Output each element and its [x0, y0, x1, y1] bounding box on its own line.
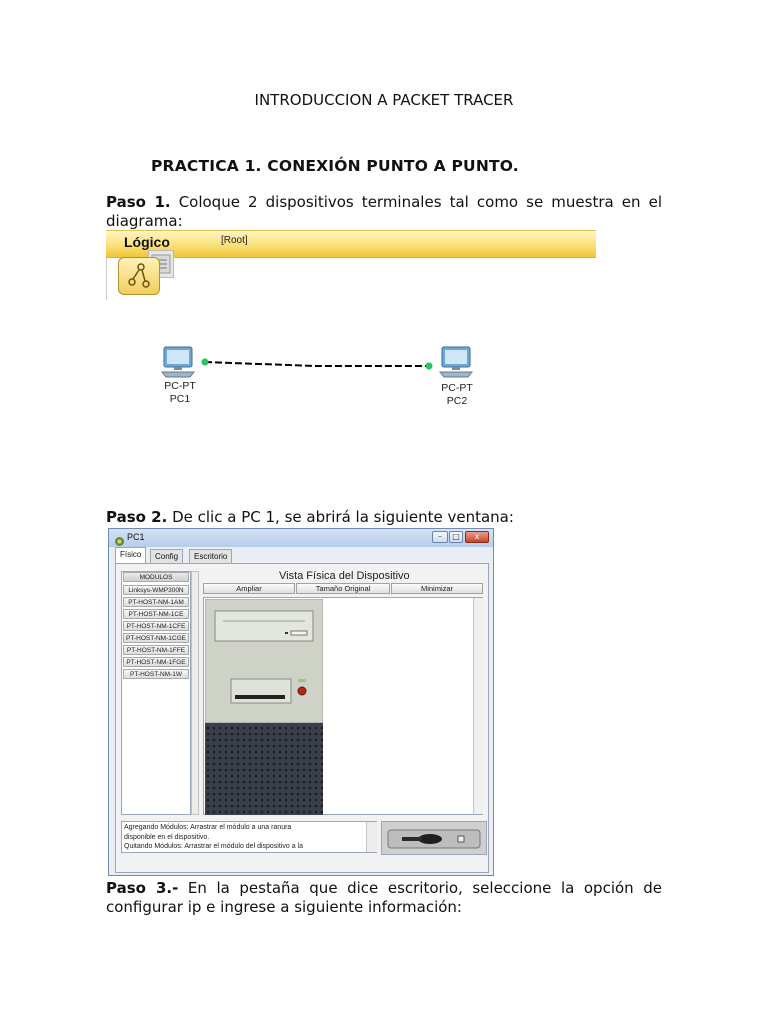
pc1-icon[interactable] [160, 346, 196, 378]
tab-fisico[interactable]: Físico [115, 547, 146, 564]
step-1-text-cont: diagrama: [106, 212, 183, 230]
pc2-icon[interactable] [438, 346, 474, 378]
pc2-model-label: PC-PT [441, 382, 473, 394]
step-3-paragraph [106, 879, 662, 917]
physical-view-scrollbar[interactable] [473, 598, 483, 814]
step-1-label: Paso 1. [106, 193, 171, 211]
module-item[interactable]: PT-HOST-NM-1AM [123, 597, 189, 607]
root-label[interactable]: [Root] [221, 235, 248, 246]
module-item[interactable]: PT-HOST-NM-1FGE [123, 657, 189, 667]
module-item[interactable]: PT-HOST-NM-1CGE [123, 633, 189, 643]
tab-escritorio[interactable]: Escritorio [189, 549, 232, 563]
link-cable[interactable] [195, 356, 445, 372]
logical-view-icon[interactable] [118, 257, 160, 295]
practice-title: PRACTICA 1. CONEXIÓN PUNTO A PUNTO. [151, 157, 519, 175]
modules-scrollbar[interactable] [191, 571, 199, 815]
minimize-button[interactable]: – [432, 531, 448, 543]
help-line: disponible en el dispositivo. [124, 833, 210, 841]
step-2-paragraph [106, 508, 662, 527]
module-item[interactable]: PT-HOST-NM-1CE [123, 609, 189, 619]
document-title: INTRODUCCION A PACKET TRACER [254, 91, 514, 109]
pc-tower-image [205, 599, 323, 815]
help-line: Agregando Módulos: Arrastrar el módulo a una ranura [124, 824, 292, 831]
help-line: Quitando Módulos: Arrastrar el módulo del dispositivo a la [124, 843, 303, 850]
step-1-text: Coloque 2 dispositivos terminales tal como se muestra en el [178, 193, 662, 211]
step-1-paragraph [106, 193, 662, 231]
step-2-text: De clic a PC 1, se abrirá la siguiente ventana: [172, 508, 514, 526]
original-size-button[interactable]: Tamaño Original [296, 583, 390, 594]
physical-view-title: Vista Física del Dispositivo [279, 570, 410, 582]
step-2-label: Paso 2. [106, 508, 168, 526]
pc1-device-window [108, 528, 494, 876]
modules-header[interactable]: MODULOS [123, 572, 189, 582]
module-item[interactable]: Linksys-WMP300N [123, 585, 189, 595]
maximize-button[interactable]: □ [449, 531, 463, 543]
pc2-name-label: PC2 [446, 395, 468, 407]
zoom-out-button[interactable]: Minimizar [391, 583, 483, 594]
window-title: PC1 [127, 532, 145, 542]
step-3-label: Paso 3.- [106, 879, 179, 897]
tab-config[interactable]: Config [150, 549, 183, 563]
window-app-icon [114, 532, 125, 543]
modules-list[interactable] [121, 571, 191, 815]
module-item[interactable]: PT-HOST-NM-1FFE [123, 645, 189, 655]
module-item[interactable]: PT-HOST-NM-1W [123, 669, 189, 679]
pc1-model-label: PC-PT [164, 380, 196, 392]
module-item[interactable]: PT-HOST-NM-1CFE [123, 621, 189, 631]
step-3-text: En la pestaña que dice escritorio, seleccione la opción de [187, 879, 662, 897]
help-scrollbar[interactable] [366, 822, 377, 852]
logical-workspace-label[interactable]: Lógico [124, 234, 170, 250]
pc1-name-label: PC1 [169, 393, 191, 405]
help-text [124, 823, 364, 852]
module-preview [381, 821, 487, 855]
step-3-text-cont: configurar ip e ingrese a siguiente información: [106, 898, 462, 916]
logical-workspace-bar [106, 230, 596, 258]
close-button[interactable]: x [465, 531, 489, 543]
zoom-in-button[interactable]: Ampliar [203, 583, 295, 594]
